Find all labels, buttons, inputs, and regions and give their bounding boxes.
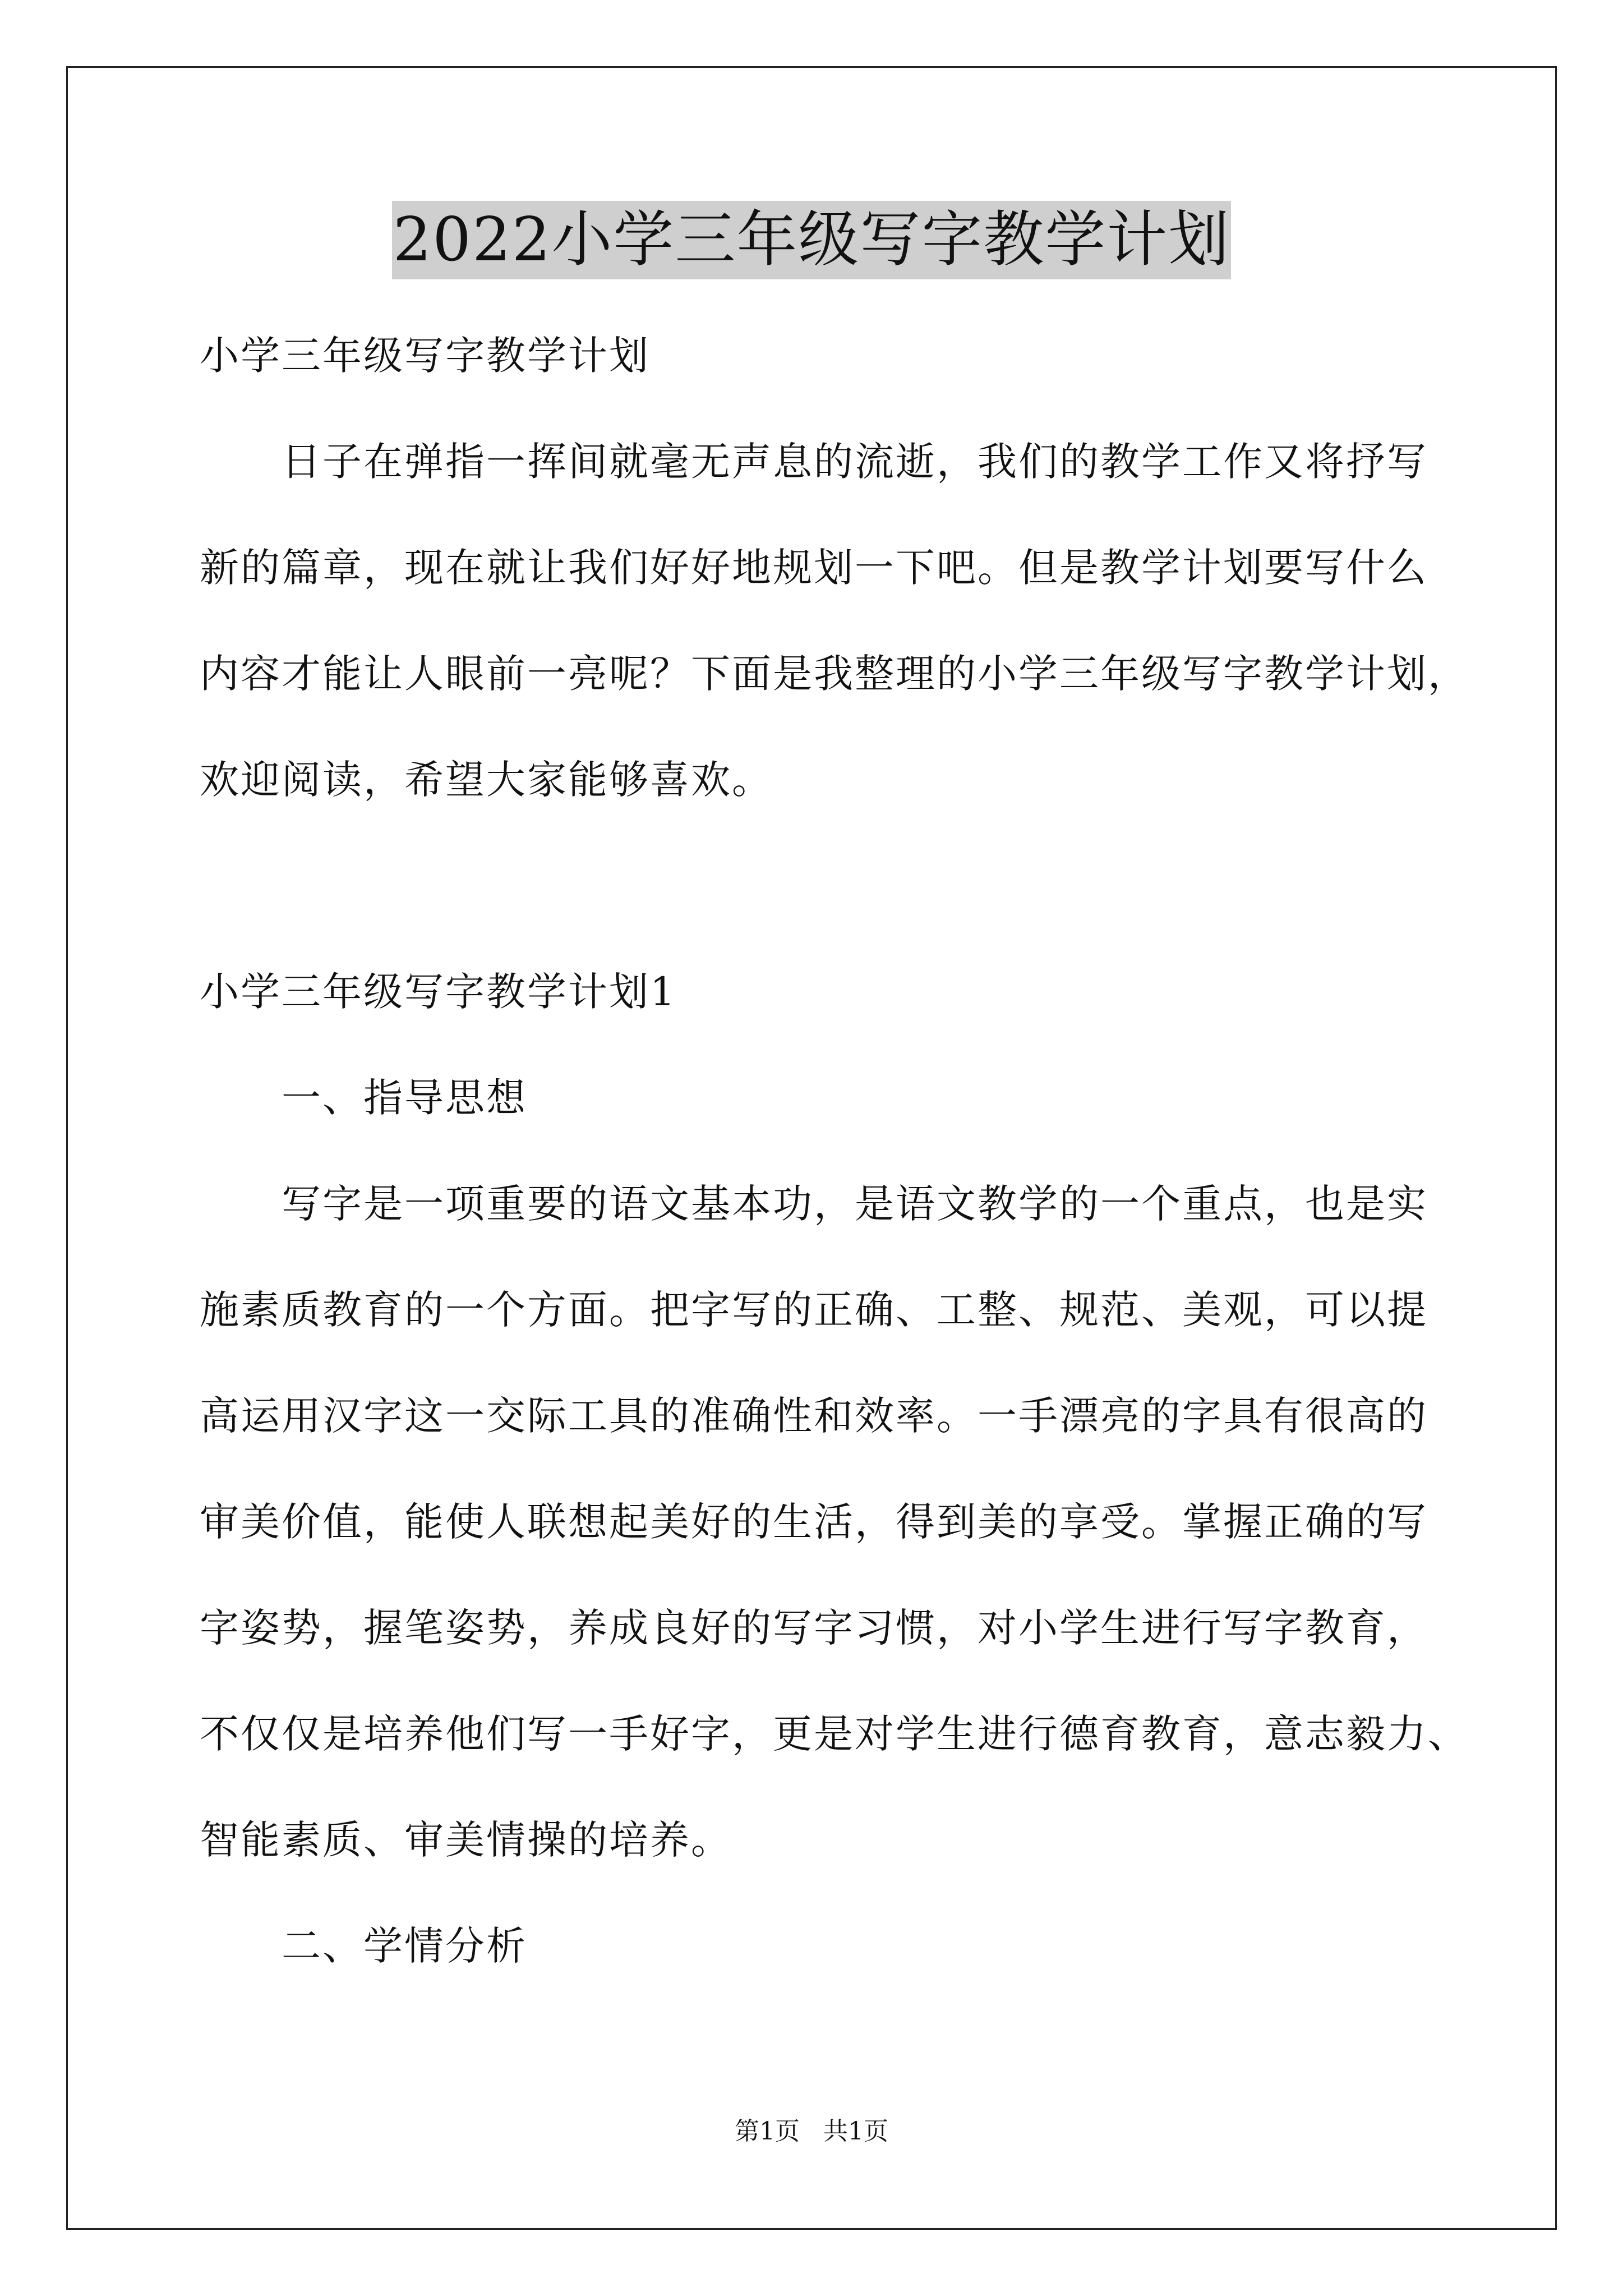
body-line: 写字是一项重要的语文基本功，是语文教学的一个重点，也是实 — [282, 1181, 1428, 1227]
body-line: 智能素质、审美情操的培养。 — [200, 1817, 732, 1863]
intro-line: 新的篇章，现在就让我们好好地规划一下吧。但是教学计划要写什么 — [200, 545, 1428, 591]
heading-student-analysis: 二、学情分析 — [282, 1923, 527, 1969]
page-footer — [0, 2115, 1623, 2148]
page-number-current: 第1页 — [735, 2117, 800, 2146]
title-container — [0, 201, 1623, 279]
document-body — [200, 303, 1469, 1999]
body-line: 施素质教育的一个方面。把字写的正确、工整、规范、美观，可以提 — [200, 1287, 1428, 1333]
subtitle: 小学三年级写字教学计划 — [200, 333, 650, 379]
heading-guiding-ideology: 一、指导思想 — [282, 1075, 527, 1121]
body-line: 高运用汉字这一交际工具的准确性和效率。一手漂亮的字具有很高的 — [200, 1393, 1428, 1439]
body-line: 不仅仅是培养他们写一手好字，更是对学生进行德育教育，意志毅力、 — [200, 1711, 1469, 1757]
paragraph-gap — [200, 833, 1433, 939]
intro-line: 日子在弹指一挥间就毫无声息的流逝，我们的教学工作又将抒写 — [282, 439, 1428, 485]
intro-line: 内容才能让人眼前一亮呢？下面是我整理的小学三年级写字教学计划， — [200, 651, 1469, 697]
section-title: 小学三年级写字教学计划1 — [200, 969, 677, 1015]
page-number-total: 共1页 — [823, 2117, 888, 2146]
document-title: 2022小学三年级写字教学计划 — [392, 201, 1232, 279]
intro-line: 欢迎阅读，希望大家能够喜欢。 — [200, 757, 773, 803]
body-line: 审美价值，能使人联想起美好的生活，得到美的享受。掌握正确的写 — [200, 1499, 1428, 1545]
body-line: 字姿势，握笔姿势，养成良好的写字习惯，对小学生进行写字教育， — [200, 1605, 1428, 1651]
